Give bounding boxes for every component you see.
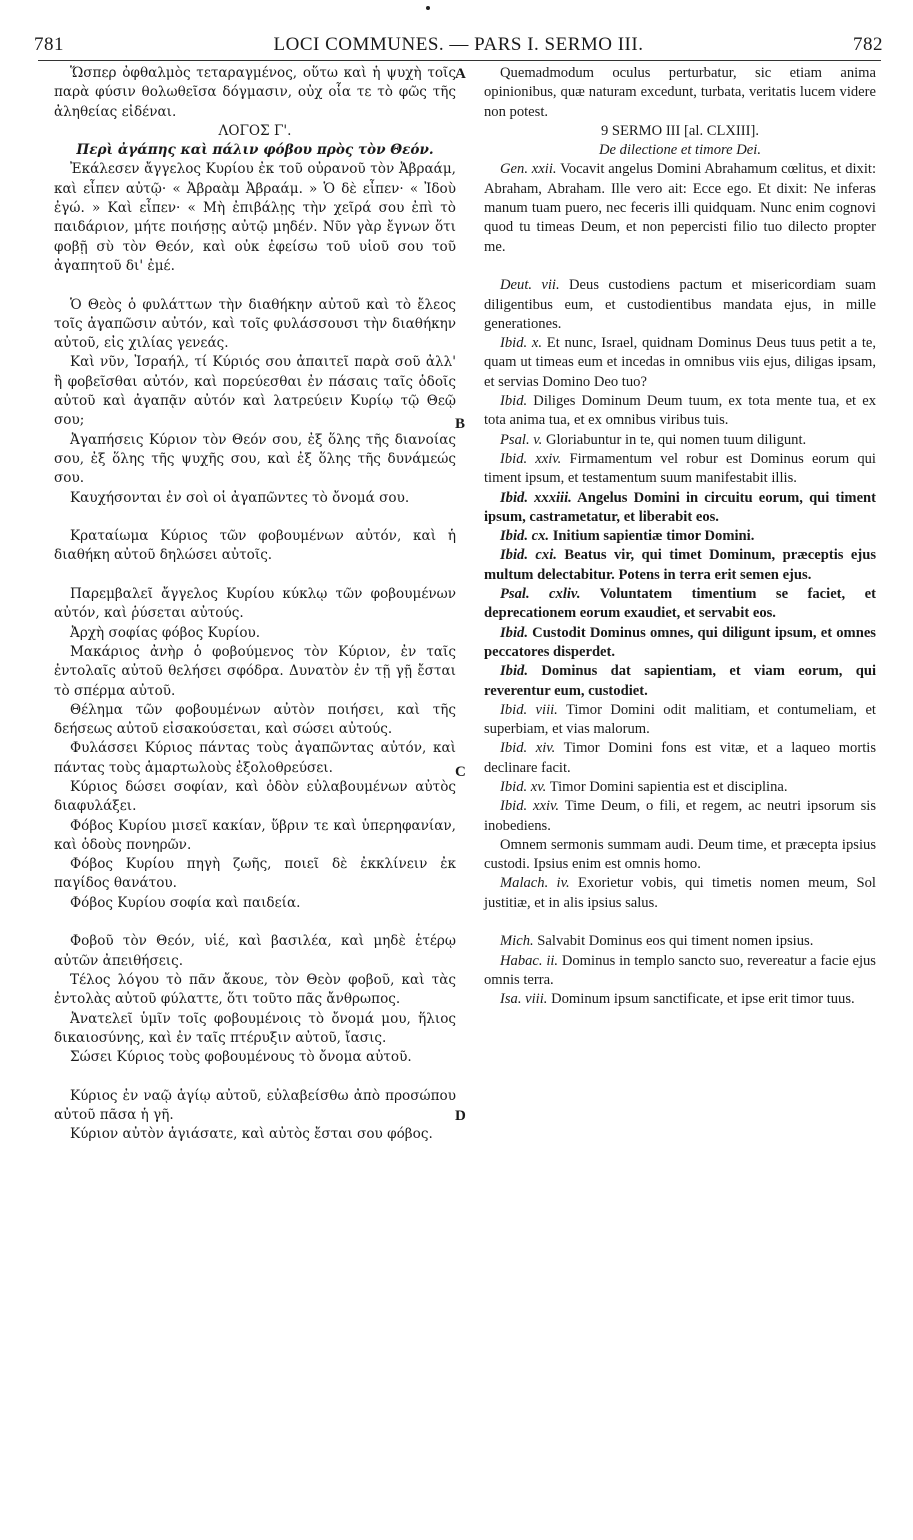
greek-paragraph: Κύριον αὐτὸν ἁγιάσατε, καὶ αὐτὸς ἔσται σου φόβος. [70, 1126, 433, 1143]
greek-paragraph: Κύριος δώσει σοφίαν, καὶ ὁδὸν εὐλαβουμένων αὐτὸς διαφυλάξει. [54, 778, 456, 815]
margin-letter-d: D [455, 1108, 466, 1124]
ink-dot [426, 6, 430, 10]
scripture-reference: Psal. v. [500, 431, 543, 448]
greek-paragraph: Φόβος Κυρίου σοφία καὶ παιδεία. [70, 894, 301, 911]
greek-paragraph: Καὶ νῦν, Ἰσραήλ, τί Κύριός σου ἀπαιτεῖ παρὰ σοῦ ἀλλ' ἢ φοβεῖσθαι αὐτόν, καὶ πορεύεσθαι ἐν πάσαις ταῖς ὁδοῖς αὐτοῦ καὶ ἀγαπᾷν αὐτόν καὶ λατρεύειν Κυρίῳ τῷ Θεῷ σου; [54, 354, 456, 429]
latin-column [484, 64, 876, 1010]
running-title: LOCI COMMUNES. — PARS I. SERMO III. [273, 34, 644, 55]
latin-paragraph: Ibid. xxiv. Time Deum, o fili, et regem, ac neutri ipsorum sis inobediens. [484, 798, 877, 834]
latin-paragraph: Quemadmodum oculus perturbatur, sic etiam anima opinionibus, quæ naturam excedunt, turbata, veritatis lucem videre non potest. [484, 65, 876, 120]
margin-letter-b: B [455, 416, 466, 432]
greek-paragraph: Παρεμβαλεῖ ἄγγελος Κυρίου κύκλῳ τῶν φοβουμένων αὐτόν, καὶ ῥύσεται αὐτούς. [54, 586, 456, 622]
scripture-reference: Ibid. cx. [500, 528, 550, 545]
latin-paragraph: Ibid. x. Et nunc, Israel, quidnam Dominus Deus tuus petit a te, quam ut timeas eum et incedas in omnibus viis ejus, diligas ipsam, et servias Domino Deo tuo? [484, 335, 876, 390]
scripture-reference: Ibid. xxiv. [500, 798, 560, 815]
latin-paragraph: Malach. iv. Exorietur vobis, qui timetis nomen meum, Sol justitiæ, et in alis ipsius salus. [484, 875, 876, 911]
greek-paragraph: Καυχήσονται ἐν σοὶ οἱ ἀγαπῶντες τὸ ὄνομά σου. [70, 489, 410, 506]
scripture-reference: Malach. iv. [500, 875, 570, 892]
latin-paragraph: Psal. cxliv. Voluntatem timentium se faciet, et deprecationem eorum exaudiet, et servabit eos. [484, 586, 876, 622]
scripture-reference: Mich. [500, 933, 534, 950]
scripture-reference: Psal. cxliv. [500, 586, 581, 603]
header-rule [38, 60, 881, 61]
latin-paragraph: Gen. xxii. Vocavit angelus Domini Abrahamum cœlitus, et dixit: Abraham, Abraham. Ille vero ait: Ecce ego. Et dixit: Ne inferas manum tuam puero, nec feceris illi quidquam. Nunc enim cognovi quod tu timeas Deum, et non pepercisti filio tuo dilecto propter me. [484, 161, 877, 255]
greek-paragraph: Ἀρχὴ σοφίας φόβος Κυρίου. [70, 624, 261, 641]
greek-paragraph: Μακάριος ἀνὴρ ὁ φοβούμενος τὸν Κύριον, ἐν ταῖς ἐντολαῖς αὐτοῦ θελήσει σφόδρα. Δυνατὸν ἐν τῇ γῇ ἔσται τὸ σπέρμα αὐτοῦ. [54, 643, 456, 699]
scripture-reference: Gen. xxii. [500, 161, 557, 178]
page-number-right: 782 [853, 34, 883, 55]
latin-paragraph: Ibid. xiv. Timor Domini fons est vitæ, et a laqueo mortis declinare facit. [484, 740, 876, 776]
latin-paragraph: Deut. vii. Deus custodiens pactum et misericordiam suam diligentibus eum, et custodientibus mandata ejus, in mille generationes. [484, 277, 876, 332]
scripture-reference: Ibid. [500, 663, 528, 680]
latin-paragraph: Habac. ii. Dominus in templo sancto suo, revereatur a facie ejus omnis terra. [484, 952, 876, 988]
scripture-reference: Deut. vii. [500, 277, 560, 294]
greek-paragraph: Φόβος Κυρίου πηγὴ ζωῆς, ποιεῖ δὲ ἐκκλίνειν ἐκ παγίδος θανάτου. [54, 856, 456, 892]
latin-paragraph: Isa. viii. Dominum ipsum sanctificate, et ipse erit timor tuus. [500, 991, 855, 1008]
greek-paragraph: Φόβος Κυρίου μισεῖ κακίαν, ὕβριν τε καὶ ὑπερηφανίαν, καὶ ὁδοὺς πονηρῶν. [54, 817, 456, 853]
latin-paragraph: Ibid. Dominus dat sapientiam, et viam eorum, qui reverentur eum, custodiet. [484, 663, 877, 699]
latin-paragraph: Ibid. xv. Timor Domini sapientia est et disciplina. [500, 778, 788, 795]
latin-sermon-subtitle: De dilectione et timore Dei. [599, 142, 761, 159]
greek-paragraph: Θέλημα τῶν φοβουμένων αὐτὸν ποιήσει, καὶ τῆς δεήσεως αὐτοῦ εἰσακούσεται, καὶ σώσει αὐτούς. [54, 701, 456, 738]
scripture-reference: Habac. ii. [500, 952, 559, 969]
scripture-reference: Ibid. xiv. [500, 740, 556, 757]
scripture-reference: Ibid. [500, 393, 528, 410]
running-header [34, 34, 883, 58]
margin-letter-a: A [455, 66, 466, 82]
greek-paragraph: Ἐκάλεσεν ἄγγελος Κυρίου ἐκ τοῦ οὐρανοῦ τὸν Ἀβραάμ, καὶ εἶπεν αὐτῷ· « Ἀβραὰμ Ἀβραάμ. » Ὁ δὲ εἶπεν· « Ἰδοὺ ἐγώ. » Καὶ εἶπεν· « Μὴ ἐπιβάλῃς τὴν χεῖρά σου ἐπὶ τὸ παιδάριον, μήτε ποιήσῃς αὐτῷ μηδέν. Νῦν γὰρ ἔγνων ὅτι φοβῇ σὺ τὸν Θεόν, καὶ οὐκ ἐφείσω τοῦ υἱοῦ σου τοῦ ἀγαπητοῦ δι' ἐμέ. [54, 161, 456, 274]
latin-paragraph: Ibid. Custodit Dominus omnes, qui diligunt ipsum, et omnes peccatores disperdet. [484, 624, 876, 660]
greek-paragraph: Κύριος ἐν ναῷ ἁγίῳ αὐτοῦ, εὐλαβείσθω ἀπὸ προσώπου αὐτοῦ πᾶσα ἡ γῆ. [54, 1087, 456, 1124]
greek-paragraph: Φυλάσσει Κύριος πάντας τοὺς ἀγαπῶντας αὐτόν, καὶ πάντας τοὺς ἁμαρτωλοὺς ἐξολοθρεύσει. [54, 740, 456, 776]
page-number-left: 781 [34, 34, 64, 55]
greek-sermon-subtitle: Περὶ ἀγάπης καὶ πάλιν φόβου πρὸς τὸν Θεόν. [76, 142, 434, 159]
margin-letter-c: C [455, 764, 466, 780]
greek-paragraph: Ὁ Θεὸς ὁ φυλάττων τὴν διαθήκην αὐτοῦ καὶ τὸ ἔλεος τοῖς ἀγαπῶσιν αὐτόν, καὶ τοῖς φυλάσσουσι τὴν διαθήκην αὐτοῦ, εἰς χιλίας γενεάς. [54, 296, 456, 352]
scripture-reference: Isa. viii. [500, 991, 548, 1008]
scripture-reference: Ibid. x. [500, 335, 543, 352]
latin-paragraph: Psal. v. Gloriabuntur in te, qui nomen tuum diligunt. [500, 431, 807, 448]
scripture-reference: Ibid. xxxiii. [500, 489, 572, 506]
greek-paragraph: Φοβοῦ τὸν Θεόν, υἱέ, καὶ βασιλέα, καὶ μηδὲ ἑτέρῳ αὐτῶν ἀπειθήσεις. [54, 933, 456, 969]
greek-paragraph: Τέλος λόγου τὸ πᾶν ἄκουε, τὸν Θεὸν φοβοῦ, καὶ τὰς ἐντολὰς αὐτοῦ φύλαττε, ὅτι τοῦτο πᾶς ἄνθρωπος. [54, 971, 456, 1008]
greek-paragraph: Ἀνατελεῖ ὑμῖν τοῖς φοβουμένοις τὸ ὄνομά μου, ἥλιος δικαιοσύνης, καὶ ἐν ταῖς πτέρυξιν αὐτοῦ, ἴασις. [54, 1010, 456, 1046]
latin-paragraph: Mich. Salvabit Dominus eos qui timent nomen ipsius. [500, 933, 814, 950]
latin-paragraph: Ibid. xxxiii. Angelus Domini in circuitu eorum, qui timent ipsum, castrametatur, et liberabit eos. [484, 489, 877, 525]
greek-paragraph: Κραταίωμα Κύριος τῶν φοβουμένων αὐτόν, καὶ ἡ διαθήκη αὐτοῦ δηλώσει αὐτοῖς. [54, 528, 456, 564]
latin-sermon-heading: 9 SERMO III [al. CLXIII]. [600, 122, 760, 139]
greek-sermon-heading: ΛΟΓΟΣ Γ'. [218, 122, 292, 139]
scripture-reference: Ibid. xxiv. [500, 450, 562, 467]
latin-paragraph: Omnem sermonis summam audi. Deum time, et præcepta ipsius custodi. Ipsius enim est omnis homo. [484, 836, 876, 873]
greek-column [54, 64, 456, 1145]
latin-paragraph: Ibid. Diliges Dominum Deum tuum, ex tota mente tua, et ex tota anima tua, et ex omnibus viribus tuis. [484, 393, 876, 429]
latin-paragraph: Ibid. xxiv. Firmamentum vel robur est Dominus eorum qui timent ipsum, et testamentum suum manifestabit illis. [484, 450, 876, 487]
latin-paragraph: Ibid. cx. Initium sapientiæ timor Domini. [500, 528, 755, 545]
scripture-reference: Ibid. xv. [500, 778, 547, 795]
greek-paragraph: Ἀγαπήσεις Κύριον τὸν Θεόν σου, ἐξ ὅλης τῆς διανοίας σου, ἐξ ὅλης τῆς ψυχῆς σου, καὶ ἐξ ὅλης τῆς δυνάμεώς σου. [54, 431, 456, 487]
latin-paragraph: Ibid. cxi. Beatus vir, qui timet Dominum, præceptis ejus multum delectabitur. Potens in terra erit semen ejus. [484, 547, 877, 583]
scripture-reference: Ibid. viii. [500, 701, 558, 718]
scripture-reference: Ibid. [500, 624, 528, 641]
greek-paragraph: Σώσει Κύριος τοὺς φοβουμένους τὸ ὄνομα αὐτοῦ. [70, 1049, 412, 1066]
scripture-reference: Ibid. cxi. [500, 547, 557, 564]
latin-paragraph: Ibid. viii. Timor Domini odit malitiam, et contumeliam, et superbiam, et vias malorum. [484, 701, 876, 738]
greek-paragraph: Ὥσπερ ὀφθαλμὸς τεταραγμένος, οὕτω καὶ ἡ ψυχὴ τοῖς παρὰ φύσιν θολωθεῖσα δόγμασιν, οὐχ οἷα τε τὸ φῶς τῆς ἀληθείας εἰδέναι. [54, 65, 456, 120]
